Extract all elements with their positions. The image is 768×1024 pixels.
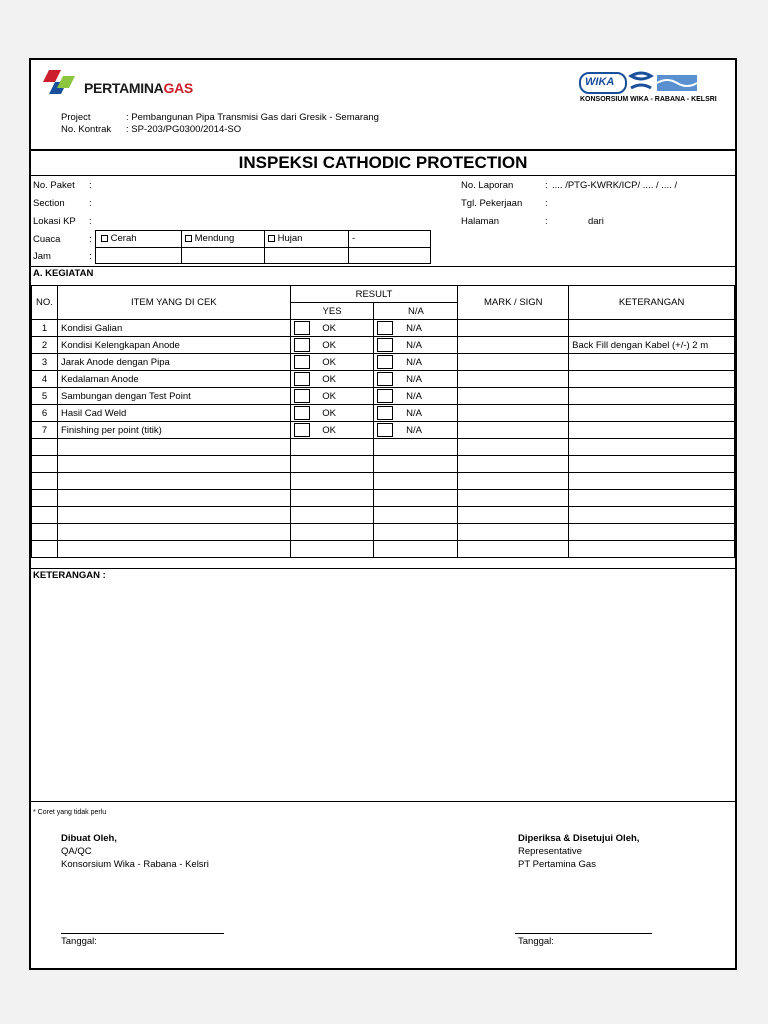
row-no: 4	[32, 371, 58, 388]
row-item: Finishing per point (titik)	[57, 422, 290, 439]
table-row-empty	[32, 439, 735, 456]
sign-right-date: Tanggal:	[518, 936, 554, 947]
row-no: 2	[32, 337, 58, 354]
table-row-empty	[32, 473, 735, 490]
divider	[31, 175, 735, 176]
checkbox-icon	[268, 235, 275, 242]
tgl-pekerjaan-label: Tgl. Pekerjaan	[461, 198, 523, 209]
hujan-label: Hujan	[277, 233, 303, 244]
checkbox-ok[interactable]	[294, 355, 310, 369]
table-row-empty	[32, 507, 735, 524]
row-keterangan[interactable]	[569, 320, 735, 337]
row-mark[interactable]	[458, 337, 569, 354]
row-mark[interactable]	[458, 354, 569, 371]
row-yes	[290, 337, 374, 354]
row-yes	[290, 422, 374, 439]
row-no: 7	[32, 422, 58, 439]
cerah-label: Cerah	[110, 233, 137, 244]
brand-name	[84, 80, 193, 96]
checkbox-ok[interactable]	[294, 321, 310, 335]
table-row-empty	[32, 541, 735, 558]
row-yes	[290, 371, 374, 388]
cuaca-option-mendung[interactable]	[185, 233, 234, 244]
header-keterangan: KETERANGAN	[569, 286, 735, 320]
sign-left-role: QA/QC	[61, 846, 92, 857]
row-mark[interactable]	[458, 405, 569, 422]
row-keterangan[interactable]: Back Fill dengan Kabel (+/-) 2 m	[569, 337, 735, 354]
row-item: Kondisi Kelengkapan Anode	[57, 337, 290, 354]
table-row	[32, 337, 735, 354]
row-keterangan[interactable]	[569, 354, 735, 371]
row-no: 3	[32, 354, 58, 371]
table-row	[32, 405, 735, 422]
cuaca-colon: :	[89, 234, 92, 245]
checkbox-ok[interactable]	[294, 406, 310, 420]
cuaca-label: Cuaca	[33, 234, 61, 245]
halaman-label: Halaman	[461, 216, 500, 227]
checkbox-icon	[101, 235, 108, 242]
kegiatan-table	[31, 285, 735, 558]
row-no: 6	[32, 405, 58, 422]
brand-name-main: PERTAMINA	[84, 80, 164, 96]
sign-left-title: Dibuat Oleh,	[61, 833, 117, 844]
row-item: Kondisi Galian	[57, 320, 290, 337]
sign-left-date: Tanggal:	[61, 936, 97, 947]
cuaca-dash: -	[352, 233, 356, 244]
ok-label: OK	[322, 356, 336, 368]
row-keterangan[interactable]	[569, 422, 735, 439]
table-row-empty	[32, 490, 735, 507]
tgl-pekerjaan-colon: :	[545, 198, 548, 209]
row-yes	[290, 405, 374, 422]
na-label: N/A	[406, 356, 422, 368]
row-yes	[290, 354, 374, 371]
page-title: INSPEKSI CATHODIC PROTECTION	[238, 153, 528, 172]
row-item: Kedalaman Anode	[57, 371, 290, 388]
konsorsium-caption: KONSORSIUM WIKA - RABANA - KELSRI	[580, 96, 717, 103]
keterangan-label: KETERANGAN :	[33, 570, 106, 581]
jam-colon: :	[89, 251, 92, 262]
ok-label: OK	[322, 424, 336, 436]
table-row	[32, 320, 735, 337]
no-paket-label: No. Paket	[33, 180, 75, 191]
pertamina-logo-icon	[41, 68, 81, 102]
header-mark: MARK / SIGN	[458, 286, 569, 320]
row-no: 5	[32, 388, 58, 405]
lokasi-kp-label: Lokasi KP	[33, 216, 76, 227]
row-na	[374, 388, 458, 405]
no-laporan-colon: :	[545, 180, 548, 191]
row-na	[374, 422, 458, 439]
section-a-title: A. KEGIATAN	[33, 268, 94, 279]
jam-label: Jam	[33, 251, 51, 262]
halaman-dari: dari	[588, 216, 604, 227]
row-item: Hasil Cad Weld	[57, 405, 290, 422]
na-label: N/A	[406, 407, 422, 419]
table-row	[32, 371, 735, 388]
row-na	[374, 371, 458, 388]
pertamina-logo	[41, 68, 81, 107]
row-na	[374, 354, 458, 371]
row-na	[374, 405, 458, 422]
row-mark[interactable]	[458, 422, 569, 439]
na-label: N/A	[406, 322, 422, 334]
kontrak-label: No. Kontrak	[61, 124, 112, 135]
checkbox-na[interactable]	[377, 406, 393, 420]
checkbox-na[interactable]	[377, 321, 393, 335]
checkbox-icon	[185, 235, 192, 242]
checkbox-na[interactable]	[377, 423, 393, 437]
project-value: : Pembangunan Pipa Transmisi Gas dari Gresik - Semarang	[126, 112, 379, 123]
checkbox-na[interactable]	[377, 338, 393, 352]
halaman-colon: :	[545, 216, 548, 227]
section-label: Section	[33, 198, 65, 209]
ok-label: OK	[322, 339, 336, 351]
lokasi-kp-colon: :	[89, 216, 92, 227]
row-no: 1	[32, 320, 58, 337]
checkbox-na[interactable]	[377, 355, 393, 369]
brand-name-accent: GAS	[163, 80, 193, 96]
row-yes	[290, 388, 374, 405]
row-item: Jarak Anode dengan Pipa	[57, 354, 290, 371]
table-row	[32, 422, 735, 439]
na-label: N/A	[406, 390, 422, 402]
wika-logo-text: WIKA	[585, 76, 615, 88]
ok-label: OK	[322, 322, 336, 334]
row-yes	[290, 320, 374, 337]
section-colon: :	[89, 198, 92, 209]
partner-logos	[579, 70, 719, 96]
row-na	[374, 337, 458, 354]
sign-right-line	[515, 933, 652, 934]
row-keterangan[interactable]	[569, 371, 735, 388]
divider	[31, 801, 735, 802]
sign-right-title: Diperiksa & Disetujui Oleh,	[518, 833, 640, 844]
table-row-empty	[32, 524, 735, 541]
project-label: Project	[61, 112, 91, 123]
divider	[31, 568, 735, 569]
header-yes: YES	[290, 303, 374, 320]
header-no: NO.	[32, 286, 58, 320]
ok-label: OK	[322, 373, 336, 385]
row-mark[interactable]	[458, 320, 569, 337]
no-laporan-label: No. Laporan	[461, 180, 514, 191]
no-laporan-value: .... /PTG-KWRK/ICP/ .... / .... /	[552, 180, 678, 191]
checkbox-ok[interactable]	[294, 372, 310, 386]
row-mark[interactable]	[458, 371, 569, 388]
keterangan-area[interactable]	[31, 582, 735, 800]
ok-label: OK	[322, 407, 336, 419]
table-row	[32, 354, 735, 371]
na-label: N/A	[406, 339, 422, 351]
checkbox-ok[interactable]	[294, 423, 310, 437]
table-row-empty	[32, 456, 735, 473]
no-paket-colon: :	[89, 180, 92, 191]
header-na: N/A	[374, 303, 458, 320]
ok-label: OK	[322, 390, 336, 402]
checkbox-ok[interactable]	[294, 389, 310, 403]
row-keterangan[interactable]	[569, 388, 735, 405]
footnote: * Coret yang tidak perlu	[33, 809, 107, 816]
row-item: Sambungan dengan Test Point	[57, 388, 290, 405]
row-na	[374, 320, 458, 337]
divider	[31, 266, 735, 267]
na-label: N/A	[406, 424, 422, 436]
row-mark[interactable]	[458, 388, 569, 405]
sign-left-org: Konsorsium Wika - Rabana - Kelsri	[61, 859, 209, 870]
checkbox-na[interactable]	[377, 389, 393, 403]
sign-right-role: Representative	[518, 846, 582, 857]
cuaca-jam-grid	[95, 230, 431, 264]
sign-left-line	[61, 933, 224, 934]
checkbox-ok[interactable]	[294, 338, 310, 352]
sign-right-org: PT Pertamina Gas	[518, 859, 596, 870]
checkbox-na[interactable]	[377, 372, 393, 386]
kontrak-value: : SP-203/PG0300/2014-SO	[126, 124, 242, 135]
header-result: RESULT	[290, 286, 458, 303]
inspection-form	[29, 58, 737, 970]
mendung-label: Mendung	[194, 233, 235, 244]
header-item: ITEM YANG DI CEK	[57, 286, 290, 320]
row-keterangan[interactable]	[569, 405, 735, 422]
cuaca-option-hujan[interactable]	[268, 233, 302, 244]
cuaca-option-cerah[interactable]	[101, 233, 137, 244]
na-label: N/A	[406, 373, 422, 385]
divider	[31, 149, 735, 151]
table-row	[32, 388, 735, 405]
